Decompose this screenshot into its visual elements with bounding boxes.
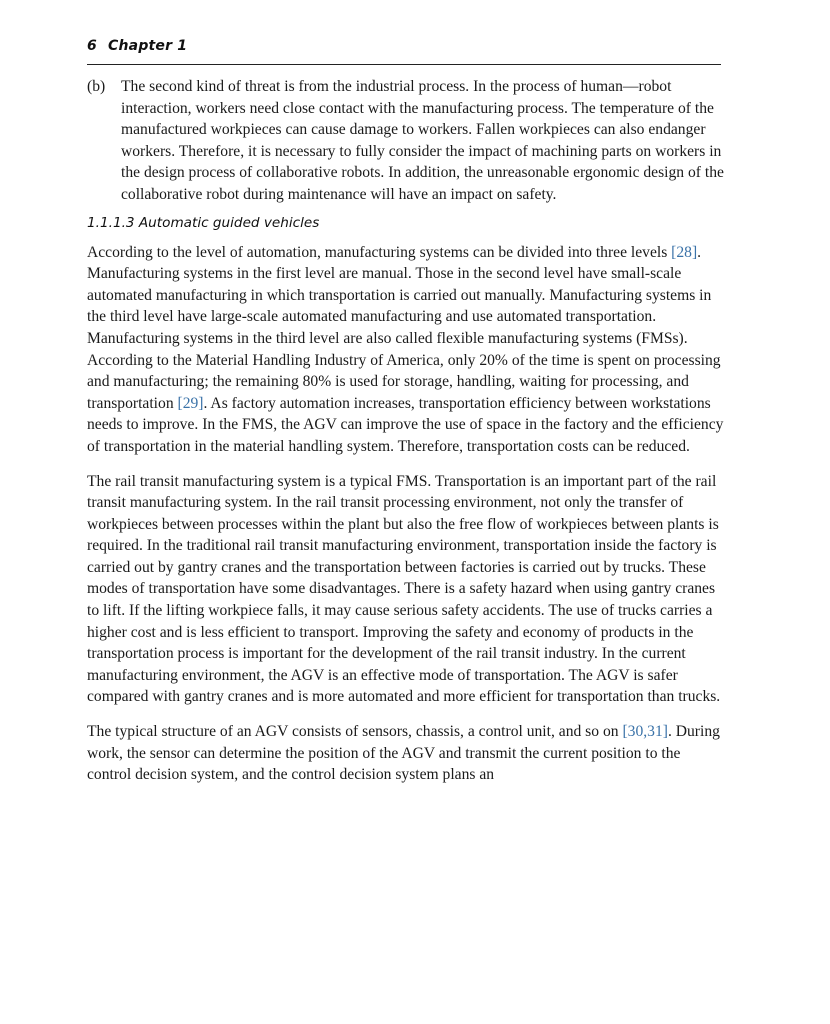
chapter-title: Chapter 1	[108, 38, 188, 54]
citation-bracket: [	[622, 723, 628, 741]
paragraph-levels-of-automation	[87, 242, 727, 458]
list-item-text: The second kind of threat is from the industrial process. In the process of human—robot interaction, workers need close contact with the manufacturing process. The temperature of the manufactured workpieces can cause damage to workers. Fallen workpieces can also endanger workers. Therefore, it is necessary to fully consider the impact of machining parts on workers in the design process of collaborative robots. In addition, the unreasonable ergonomic design of the collaborative robot during maintenance will have an impact on safety.	[121, 78, 724, 203]
body-text	[87, 76, 727, 799]
list-item-b	[87, 76, 727, 206]
paragraph-rail-transit: The rail transit manufacturing system is a typical FMS. Transportation is an important part of the rail transit manufacturing system. In the rail transit processing environment, not only the transfer of workpieces between processes within the plant but also the free flow of workpieces between plants is required. In the traditional rail transit manufacturing environment, transportation inside the factory is carried out by gantry cranes and the transportation between factories is carried out by trucks. These modes of transportation have some disadvantages. There is a safety hazard when using gantry cranes to lift. If the lifting workpiece falls, it may cause serious safety accidents. The use of trucks carries a higher cost and is less efficient to transport. Improving the safety and economy of products in the transportation process is important for the development of the rail transit industry. In the current manufacturing environment, the AGV is an effective mode of transportation. The AGV is safer compared with gantry cranes and is more automated and more efficient for transportation than trucks.	[87, 472, 721, 706]
citation-link[interactable]: [29]	[177, 394, 204, 412]
paragraph-agv-structure	[87, 721, 727, 786]
paragraph-text: . Manufacturing systems in the first level are manual. Those in the second level have small-scale automated manufacturing in which transportation is carried out manually. Manufacturing systems in the third level have large-scale automated manufacturing and use automated transportation. Manufacturing systems in the third level are also called flexible manufacturing systems (FMSs). According to the Material Handling Industry of America, only 20% of the time is spent on processing and manufacturing; the remaining 80% is used for storage, handling, waiting for processing, and transportation	[87, 243, 721, 412]
citation-link[interactable]: 31	[647, 723, 663, 741]
citation-separator: ,	[643, 723, 648, 741]
list-item-label: (b)	[87, 78, 106, 95]
paragraph-text: According to the level of automation, manufacturing systems can be divided into three levels	[87, 243, 672, 261]
running-head	[87, 38, 187, 54]
paragraph-text: . During work, the sensor can determine the position of the AGV and transmit the current position to the control decision system, and the control decision system plans an	[87, 723, 720, 784]
paragraph-text: . As factory automation increases, transportation efficiency between workstations needs to improve. In the FMS, the AGV can improve the use of space in the factory and the efficiency of transportation in the material handling system. Therefore, transportation costs can be reduced.	[87, 394, 724, 455]
paragraph-text: The typical structure of an AGV consists of sensors, chassis, a control unit, and so on	[87, 723, 623, 741]
citation-bracket: ]	[662, 723, 668, 741]
page-number: 6	[87, 38, 97, 54]
subsection-heading: 1.1.1.3 Automatic guided vehicles	[87, 214, 320, 231]
citation-link[interactable]: 30	[627, 723, 644, 741]
citation-link[interactable]: [28]	[671, 243, 698, 261]
header-rule	[87, 64, 721, 65]
